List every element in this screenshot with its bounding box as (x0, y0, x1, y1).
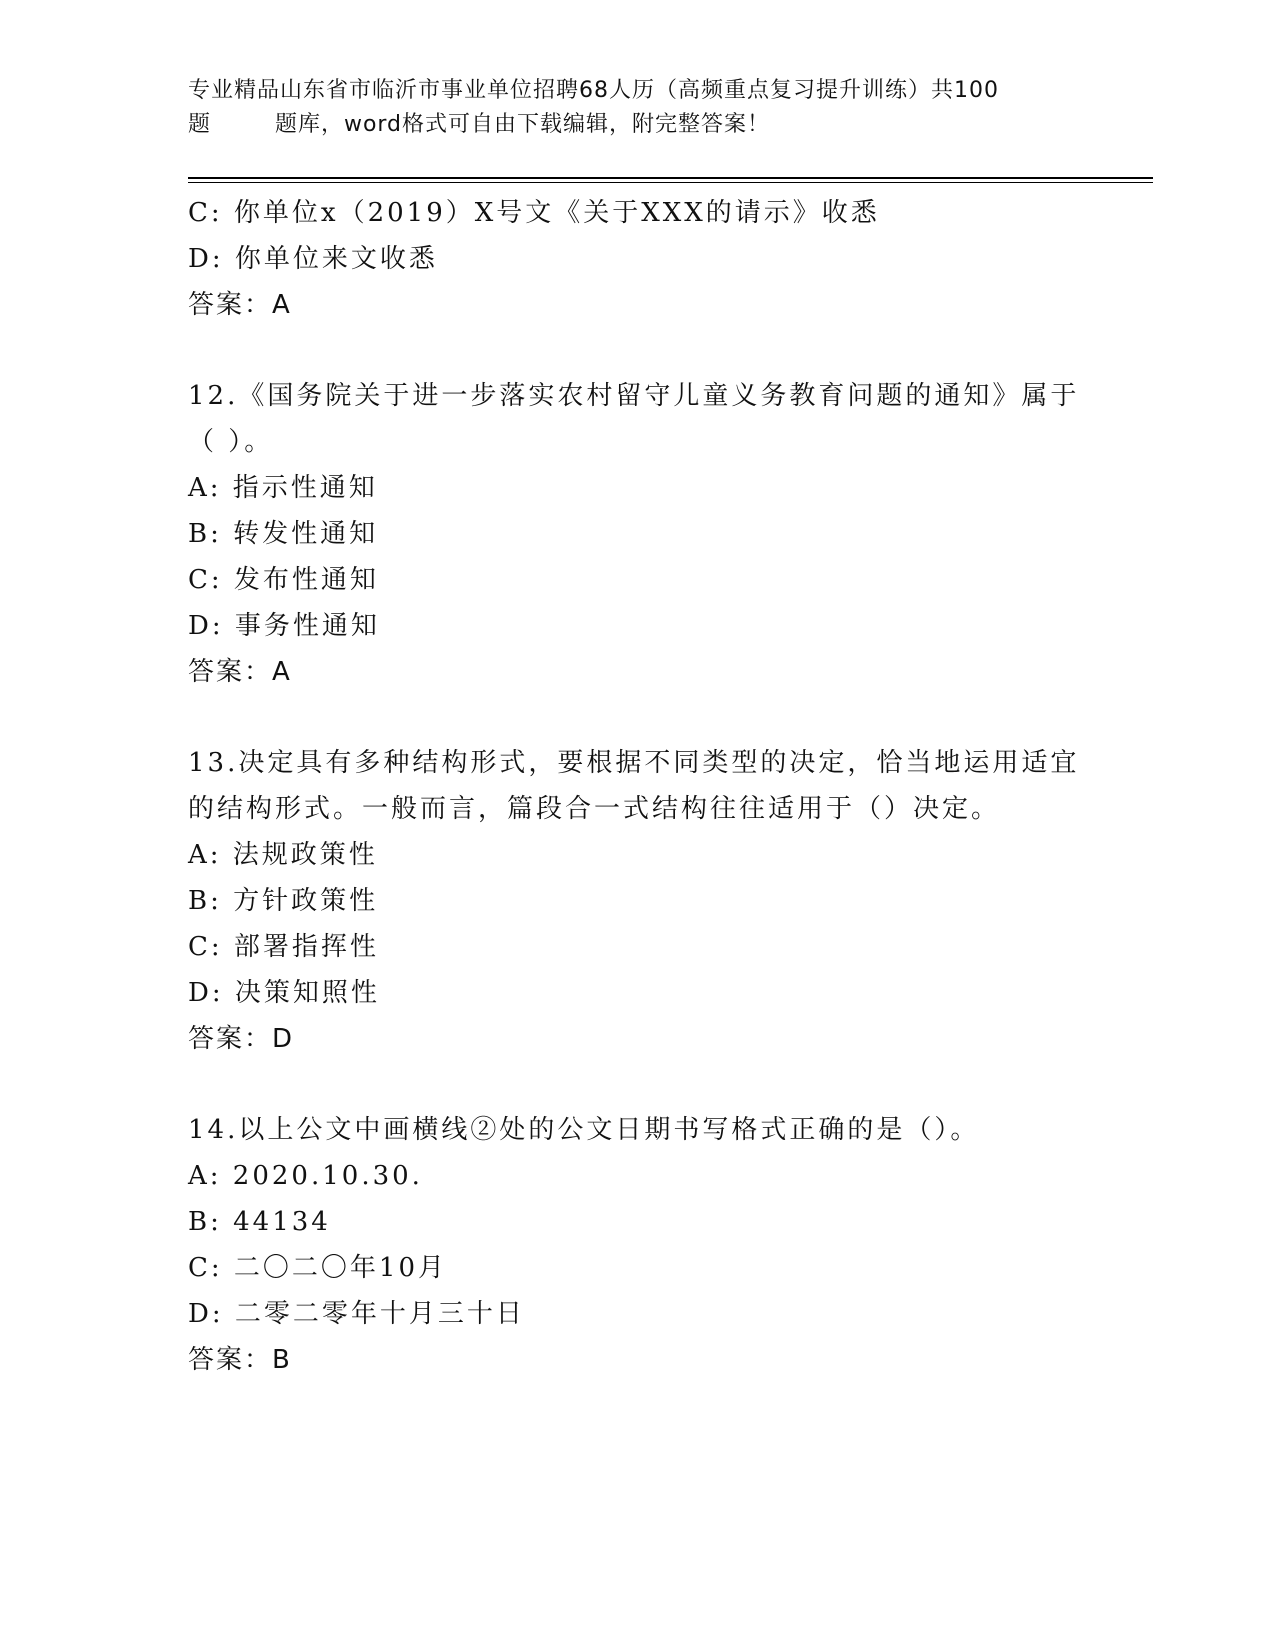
option-d: D: 二零二零年十月三十日 (188, 1299, 525, 1329)
option-b: B: 44134 (188, 1207, 331, 1237)
header-divider-thin (188, 182, 1153, 183)
option-b: B: 方针政策性 (188, 886, 379, 916)
question-stem-line: 的结构形式。一般而言，篇段合一式结构往往适用于（）决定。 (188, 794, 1001, 824)
option-a: A: 法规政策性 (188, 840, 378, 870)
option-c: C: 部署指挥性 (188, 932, 379, 962)
option-d: D: 决策知照性 (188, 978, 380, 1008)
question-14 (188, 1107, 1088, 1383)
question-stem-line: 12.《国务院关于进一步落实农村留守儿童义务教育问题的通知》属于 (188, 381, 1080, 411)
option-c: C: 你单位x（2019）X号文《关于XXX的请示》收悉 (188, 198, 880, 228)
option-c: C: 二〇二〇年10月 (188, 1253, 448, 1283)
header-divider-thick (188, 177, 1153, 179)
question-stem-line: 14.以上公文中画横线②处的公文日期书写格式正确的是（）。 (188, 1115, 980, 1145)
question-12 (188, 373, 1088, 695)
option-a: A: 指示性通知 (188, 473, 378, 503)
header-title-line-2: 题 题库，word格式可自由下载编辑，附完整答案！ (188, 112, 771, 137)
question-list (188, 190, 1088, 1383)
option-c: C: 发布性通知 (188, 565, 379, 595)
option-b: B: 转发性通知 (188, 519, 379, 549)
header-title-line-1: 专业精品山东省市临沂市事业单位招聘68人历（高频重点复习提升训练）共100 (188, 78, 999, 103)
question-stem-line: 13.决定具有多种结构形式，要根据不同类型的决定，恰当地运用适宜 (188, 748, 1080, 778)
document-header (188, 74, 1088, 142)
answer-line: 答案：A (188, 657, 292, 687)
question-stem-line: （ ）。 (188, 427, 274, 457)
option-d: D: 你单位来文收悉 (188, 244, 438, 274)
question-13 (188, 740, 1088, 1062)
answer-line: 答案：B (188, 1345, 292, 1375)
option-a: A: 2020.10.30. (188, 1161, 423, 1191)
question-11-carryover (188, 190, 1088, 328)
option-d: D: 事务性通知 (188, 611, 380, 641)
answer-line: 答案：A (188, 290, 292, 320)
answer-line: 答案：D (188, 1024, 295, 1054)
